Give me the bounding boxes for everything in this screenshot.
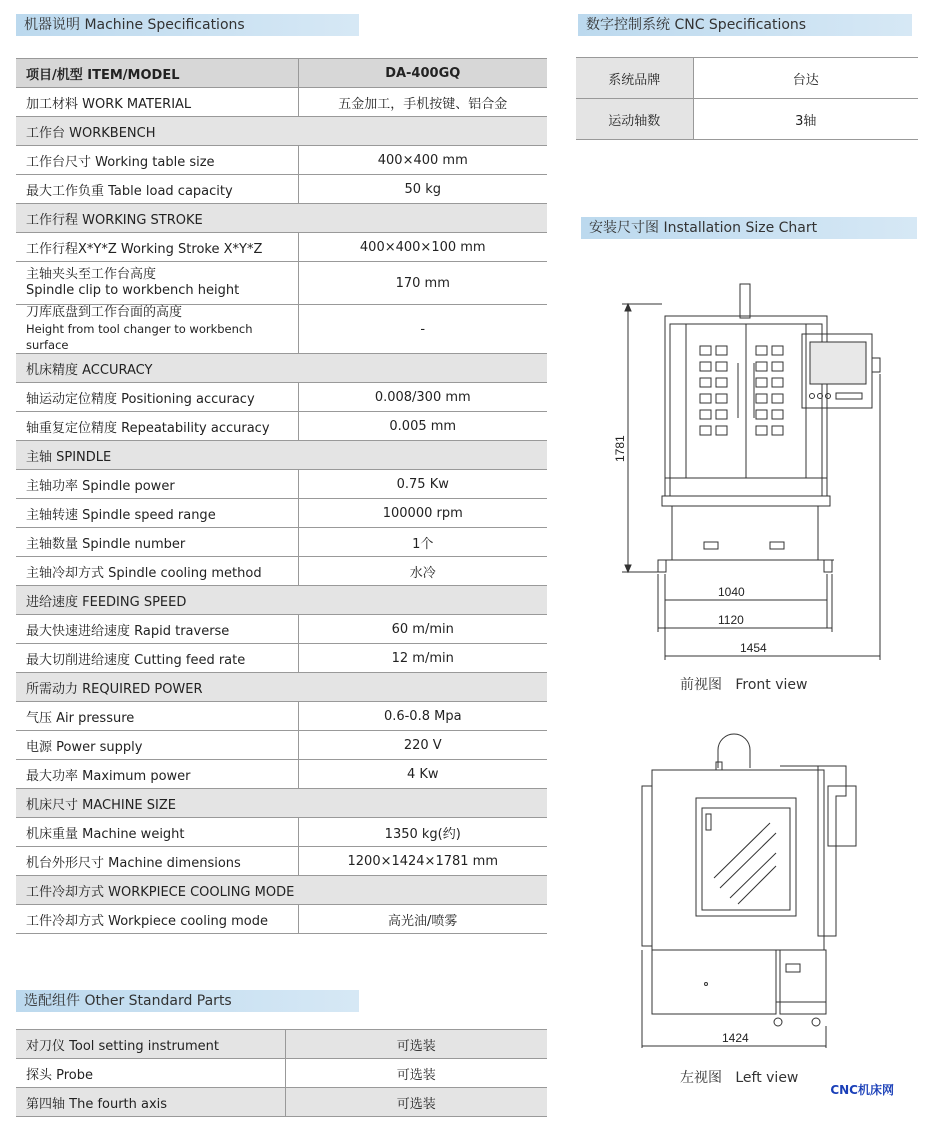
table-row: 最大快速进给速度 Rapid traverse 60 m/min — [16, 615, 547, 644]
table-row: 探头 Probe 可选装 — [16, 1059, 547, 1088]
machine-spec-header: 机器说明 Machine Specifications — [16, 14, 359, 36]
section-row: 机床精度 ACCURACY — [16, 354, 547, 383]
table-row: 轴运动定位精度 Positioning accuracy 0.008/300 mm — [16, 383, 547, 412]
table-row: 电源 Power supply 220 V — [16, 731, 547, 760]
dim-height: 1781 — [613, 435, 627, 462]
section-row: 工作行程 WORKING STROKE — [16, 204, 547, 233]
cnc-spec-header: 数字控制系统 CNC Specifications — [578, 14, 912, 36]
cnc-table — [576, 57, 918, 140]
table-row: 主轴冷却方式 Spindle cooling method 水冷 — [16, 557, 547, 586]
table-row: 刀库底盘到工作台面的高度 Height from tool changer to workbench surface - — [16, 305, 547, 354]
table-row: 工件冷却方式 Workpiece cooling mode 高光油/喷雾 — [16, 905, 547, 934]
table-row: 主轴转速 Spindle speed range 100000 rpm — [16, 499, 547, 528]
table-row: 主轴夹头至工作台高度 Spindle clip to workbench height 170 mm — [16, 262, 547, 305]
dim-1040: 1040 — [718, 585, 745, 599]
front-view-caption: 前视图 Front view — [680, 677, 808, 693]
dim-1424: 1424 — [722, 1031, 749, 1045]
section-row: 所需动力 REQUIRED POWER — [16, 673, 547, 702]
table-row: 最大工作负重 Table load capacity 50 kg — [16, 175, 547, 204]
dim-1454: 1454 — [740, 641, 767, 655]
brand-watermark: CNC机床网 — [830, 1083, 894, 1097]
table-row: 主轴功率 Spindle power 0.75 Kw — [16, 470, 547, 499]
table-row: 工作行程X*Y*Z Working Stroke X*Y*Z 400×400×100 mm — [16, 233, 547, 262]
table-row: 运动轴数 3轴 — [576, 99, 918, 140]
table-row: 系统品牌 台达 — [576, 58, 918, 99]
table-row: 加工材料 WORK MATERIAL 五金加工，手机按键、铝合金 — [16, 88, 547, 117]
table-row: 对刀仪 Tool setting instrument 可选装 — [16, 1030, 547, 1059]
other-parts-table — [16, 1029, 547, 1117]
front-view-drawing — [600, 278, 900, 668]
table-row: 主轴数量 Spindle number 1个 — [16, 528, 547, 557]
section-row: 工作台 WORKBENCH — [16, 117, 547, 146]
table-row: 第四轴 The fourth axis 可选装 — [16, 1088, 547, 1117]
section-row: 主轴 SPINDLE — [16, 441, 547, 470]
table-header-row: 项目/机型 ITEM/MODEL DA-400GQ — [16, 59, 547, 88]
table-row: 机台外形尺寸 Machine dimensions 1200×1424×1781 mm — [16, 847, 547, 876]
table-row: 最大功率 Maximum power 4 Kw — [16, 760, 547, 789]
table-row: 轴重复定位精度 Repeatability accuracy 0.005 mm — [16, 412, 547, 441]
left-view-drawing — [630, 728, 870, 1058]
install-chart-header: 安装尺寸图 Installation Size Chart — [581, 217, 917, 239]
section-row: 进给速度 FEEDING SPEED — [16, 586, 547, 615]
table-row: 工作台尺寸 Working table size 400×400 mm — [16, 146, 547, 175]
table-row: 气压 Air pressure 0.6-0.8 Mpa — [16, 702, 547, 731]
other-parts-header: 选配组件 Other Standard Parts — [16, 990, 359, 1012]
table-row: 最大切削进给速度 Cutting feed rate 12 m/min — [16, 644, 547, 673]
spec-table — [16, 58, 547, 934]
section-row: 工件冷却方式 WORKPIECE COOLING MODE — [16, 876, 547, 905]
left-view-caption: 左视图 Left view — [680, 1070, 799, 1086]
table-row: 机床重量 Machine weight 1350 kg(约) — [16, 818, 547, 847]
dim-1120: 1120 — [718, 613, 744, 627]
section-row: 机床尺寸 MACHINE SIZE — [16, 789, 547, 818]
